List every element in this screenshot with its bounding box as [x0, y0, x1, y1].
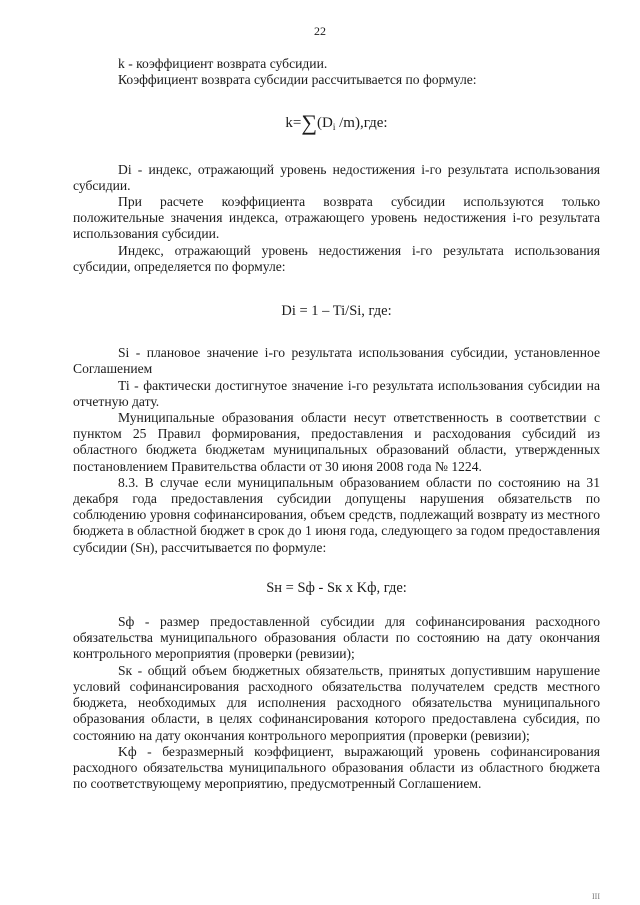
di-formula: Di = 1 – Ti/Si, где: — [281, 303, 392, 320]
sk-definition: Sк - общий объем бюджетных обязательств, принятых допустившим нарушение условий софинансирования расходного обязательства получателем средств местного бюджета, необходимых для исполнения расходного обязательства муниципального образования области, в целях софинансирования которого предоставлена субсидия, по состоянию на дату окончания контрольного мероприятия (проверки (ревизии); — [73, 662, 600, 743]
k-formula-intro: Коэффициент возврата субсидии рассчитывается по формуле: — [118, 72, 477, 88]
k-formula-subscript: i — [332, 122, 336, 133]
si-definition: Si - плановое значение i-го результата использования субсидии, установленное Соглашением — [73, 345, 600, 377]
responsibility-paragraph: Муниципальные образования области несут ответственность в соответствии с пунктом 25 Правил формирования, предоставления и расходования субсидий из областного бюджета бюджетам муниципальных образований области, утвержденных постановлением Правительства области от 30 июня 2008 года № 1224. — [73, 410, 600, 474]
di-definition: Di - индекс, отражающий уровень недостижения i-го результата использования субсидии. — [73, 161, 600, 193]
kf-definition: Kф - безразмерный коэффициент, выражающий уровень софинансирования расходного обязательства муниципального образования области из областного бюджета по соответствующему мероприятию, предусмотренный Соглашением. — [73, 743, 600, 792]
sigma-symbol: ∑ — [301, 110, 318, 136]
k-formula-close: /m),где: — [335, 115, 388, 132]
ti-definition: Ti - фактически достигнутое значение i-го результата использования субсидии на отчетную дату. — [73, 377, 600, 409]
page-number: 22 — [314, 24, 326, 38]
k-formula-open: (D — [317, 115, 333, 132]
document-body — [73, 56, 600, 792]
sf-definition: Sф - размер предоставленной субсидии для софинансирования расходного обязательства муниципального образования области по состоянию на дату окончания контрольного мероприятия (проверки (ревизии); — [73, 614, 600, 662]
di-formula-intro: Индекс, отражающий уровень недостижения i-го результата использования субсидии, определяется по формуле: — [73, 242, 600, 274]
footer-mark: ІІІ — [592, 892, 600, 901]
sn-formula: Sн = Sф - Sк x Kф, где: — [266, 579, 407, 596]
k-formula-lhs: k= — [285, 115, 302, 132]
k-formula — [73, 110, 600, 136]
positive-values-note: При расчете коэффициента возврата субсидии используются только положительные значения индекса, отражающего уровень недостижения i-го результата использования субсидии. — [73, 194, 600, 242]
clause-8-3: 8.3. В случае если муниципальным образованием области по состоянию на 31 декабря года предоставления субсидии допущены нарушения обязательств по соблюдению уровня софинансирования, объем средств, подлежащий возврату из местного бюджета в областной бюджет в срок до 1 июня года, следующего за годом предоставления субсидии (Sн), рассчитывается по формуле: — [73, 474, 600, 555]
k-definition: k - коэффициент возврата субсидии. — [118, 56, 328, 71]
